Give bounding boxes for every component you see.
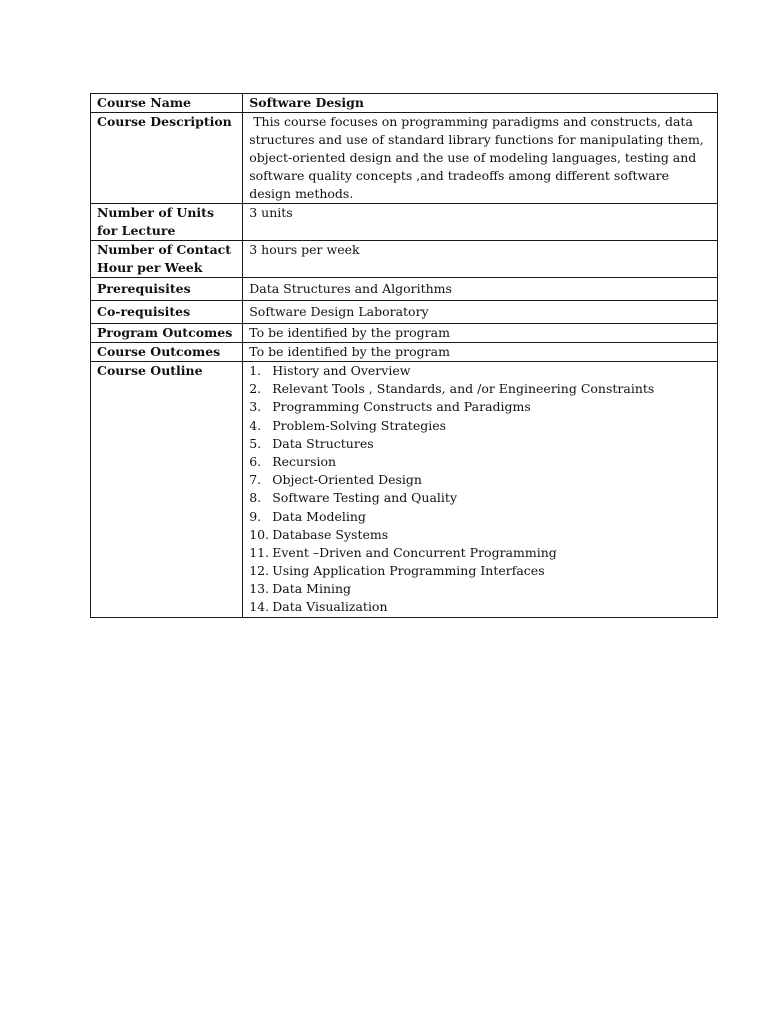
corequisites-label: Co-requisites <box>91 301 243 324</box>
course-outline-value <box>243 362 718 618</box>
list-item-text: Recursion <box>272 453 337 469</box>
course-description-label: Course Description <box>91 113 243 204</box>
contact-hours-value: 3 hours per week <box>243 241 718 278</box>
list-item-text: Programming Constructs and Paradigms <box>272 399 531 415</box>
list-item-number: 4. <box>249 417 262 433</box>
list-item-text: Event –Driven and Concurrent Programming <box>272 544 557 560</box>
list-item-text: Problem-Solving Strategies <box>272 417 447 433</box>
table-row <box>91 113 718 204</box>
list-item <box>249 580 713 598</box>
contact-hours-label: Number of Contact Hour per Week <box>91 241 243 278</box>
table-row <box>91 301 718 324</box>
course-description-value: This course focuses on programming paradigms and constructs, data structures and use of standard library functions for manipulating them, object-oriented design and the use of modeling languages, testing and software quality concepts ,and tradeoffs among different software design methods. <box>243 113 718 204</box>
program-outcomes-label: Program Outcomes <box>91 324 243 343</box>
list-item-text: Relevant Tools , Standards, and /or Engineering Constraints <box>272 381 655 397</box>
table-row <box>91 362 718 618</box>
list-item <box>249 362 713 380</box>
course-outcomes-value: To be identified by the program <box>243 343 718 362</box>
list-item-text: Using Application Programming Interfaces <box>272 563 545 579</box>
prerequisites-label: Prerequisites <box>91 278 243 301</box>
list-item-number: 3. <box>249 399 262 415</box>
course-outline-label: Course Outline <box>91 362 243 618</box>
course-name-value: Software Design <box>243 94 718 113</box>
list-item <box>249 435 713 453</box>
list-item-text: Software Testing and Quality <box>272 490 458 506</box>
table-row <box>91 324 718 343</box>
table-row <box>91 204 718 241</box>
list-item-number: 12. <box>249 563 270 579</box>
course-name-label: Course Name <box>91 94 243 113</box>
list-item <box>249 489 713 507</box>
table-row <box>91 343 718 362</box>
list-item-text: Object-Oriented Design <box>272 472 422 488</box>
table-row <box>91 241 718 278</box>
table-row <box>91 94 718 113</box>
list-item <box>249 562 713 580</box>
list-item-number: 1. <box>249 363 262 378</box>
list-item <box>249 526 713 544</box>
course-outline-list <box>249 362 713 617</box>
table-row <box>91 278 718 301</box>
list-item-number: 6. <box>249 453 262 469</box>
list-item-number: 7. <box>249 472 262 488</box>
list-item-number: 2. <box>249 381 262 397</box>
list-item-text: Data Structures <box>272 435 374 451</box>
list-item <box>249 398 713 416</box>
list-item-number: 14. <box>249 599 270 615</box>
units-value: 3 units <box>243 204 718 241</box>
list-item-number: 9. <box>249 508 262 524</box>
list-item-text: Database Systems <box>272 526 389 542</box>
units-label: Number of Units for Lecture <box>91 204 243 241</box>
course-syllabus-table <box>90 93 718 618</box>
list-item <box>249 598 713 616</box>
list-item-number: 11. <box>249 544 270 560</box>
list-item <box>249 380 713 398</box>
list-item-number: 5. <box>249 435 262 451</box>
list-item-number: 10. <box>249 526 270 542</box>
course-outcomes-label: Course Outcomes <box>91 343 243 362</box>
list-item-text: Data Modeling <box>272 508 366 524</box>
corequisites-value: Software Design Laboratory <box>243 301 718 324</box>
list-item-text: Data Visualization <box>272 599 388 615</box>
list-item <box>249 544 713 562</box>
list-item <box>249 471 713 489</box>
list-item <box>249 417 713 435</box>
program-outcomes-value: To be identified by the program <box>243 324 718 343</box>
list-item-number: 8. <box>249 490 262 506</box>
list-item-text: History and Overview <box>272 363 411 378</box>
list-item-text: Data Mining <box>272 581 352 597</box>
list-item-number: 13. <box>249 581 270 597</box>
list-item <box>249 508 713 526</box>
list-item <box>249 453 713 471</box>
prerequisites-value: Data Structures and Algorithms <box>243 278 718 301</box>
